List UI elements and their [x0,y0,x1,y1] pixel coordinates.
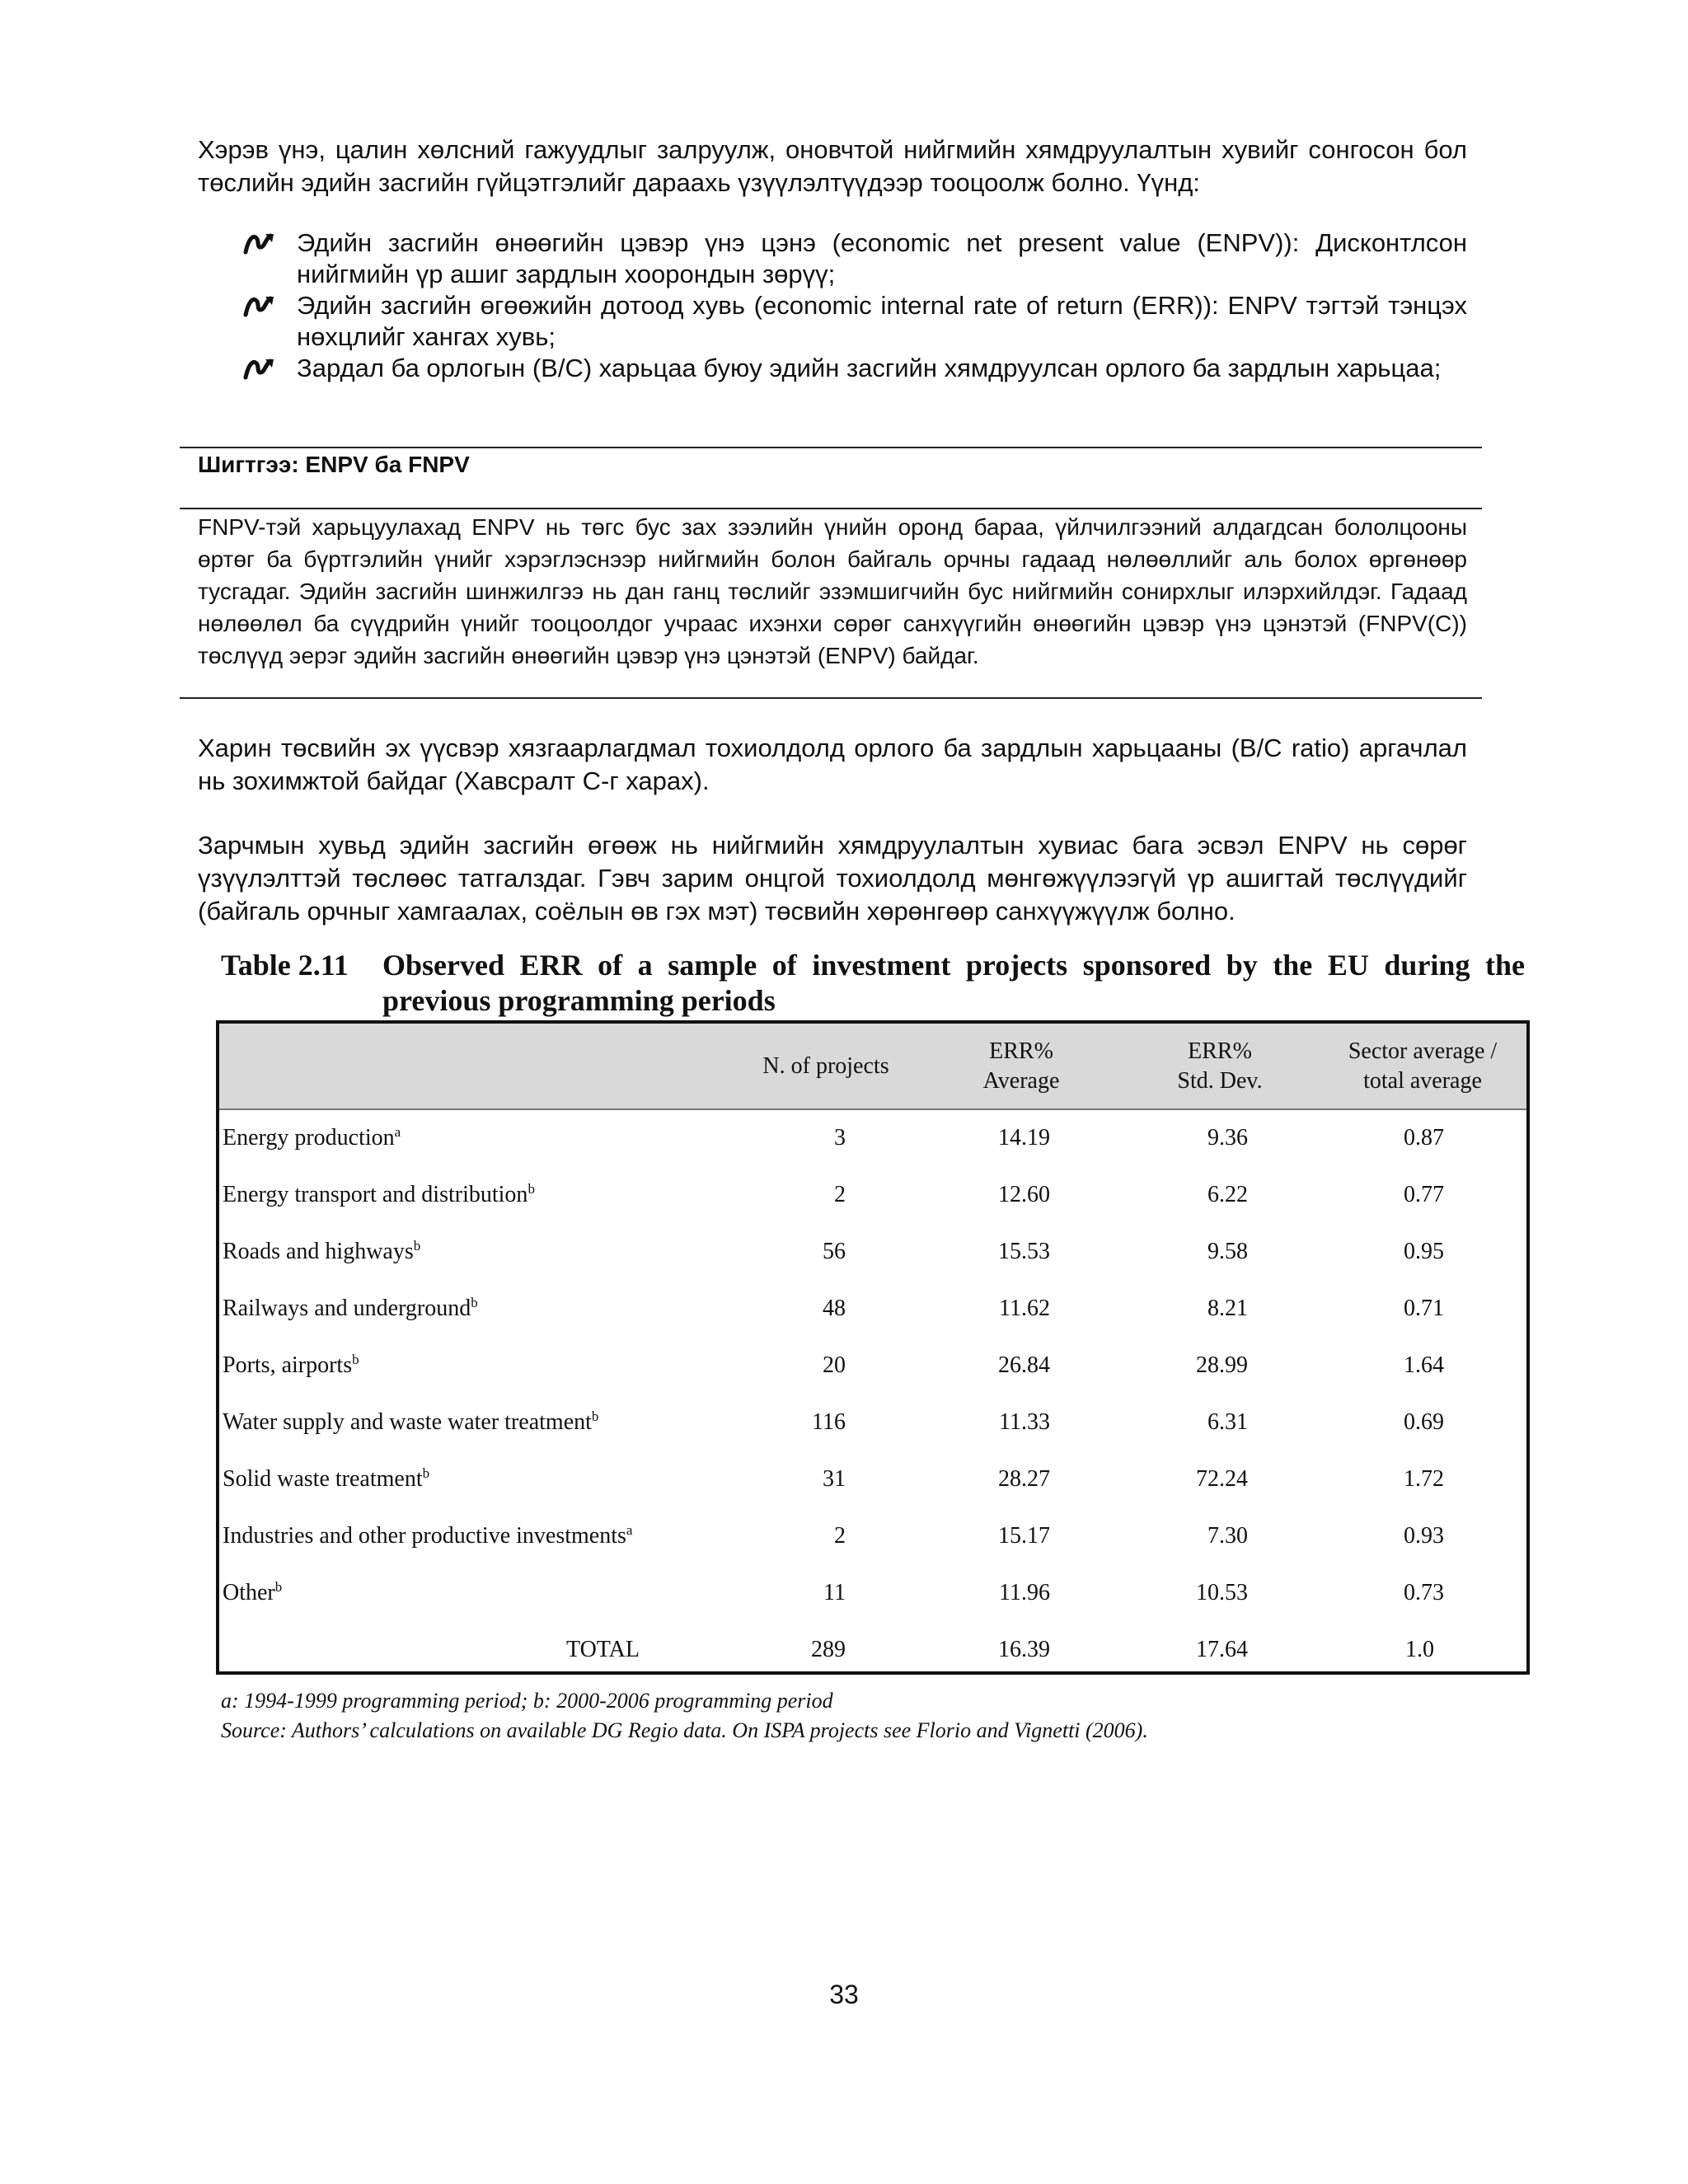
table-row [219,1507,1526,1564]
cell-avg: 26.84 [998,1352,1050,1378]
cell-n: 3 [834,1125,846,1151]
arrow-icon [242,231,279,255]
arrow-icon [242,293,279,318]
cell-sd: 72.24 [1196,1465,1248,1492]
cell-ratio: 0.93 [1404,1522,1444,1549]
cell-n: 2 [834,1522,846,1549]
bullet-text: Зардал ба орлогын (B/C) харьцаа буюу эдийн засгийн хямдруулсан орлого ба зардлын харьцаа; [297,354,1442,382]
cell-sd: 9.36 [1207,1125,1248,1151]
table-caption-text: Observed ERR of a sample of investment projects sponsored by the EU during the previous programming periods [382,949,1525,1017]
cell-n: 2 [834,1181,846,1207]
cell-ratio: 0.69 [1404,1408,1444,1435]
header-sector [219,1024,730,1109]
total-avg: 16.39 [998,1636,1050,1662]
cell-n: 31 [823,1465,846,1492]
cell-sd: 6.22 [1207,1181,1248,1207]
table-source: Source: Authors’ calculations on available DG Regio data. On ISPA projects see Florio and Vignetti (2006). [221,1718,1148,1742]
header-err-stddev: ERR% Std. Dev. [1177,1038,1263,1094]
cell-sd: 6.31 [1207,1408,1248,1435]
list-item [239,353,1467,384]
row-label: Railways and underground$^b$ [223,1294,478,1321]
row-label: Roads and highways$^b$ [223,1237,421,1264]
bullet-list [239,227,1467,384]
row-label: Energy transport and distribution$^b$ [223,1180,535,1207]
cell-n: 56 [823,1238,846,1264]
cell-n: 20 [823,1352,846,1378]
row-label: Energy production$^a$ [223,1124,401,1151]
cell-n: 116 [812,1408,846,1435]
bullet-text: Эдийн засгийн өнөөгийн цэвэр үнэ цэнэ (economic net present value (ENPV)): Дисконтлсон нийгмийн үр ашиг зардлын хоорондын зөрүү; [297,228,1467,288]
box-bottom-rule [180,697,1482,699]
list-item [239,227,1467,290]
cell-ratio: 0.71 [1404,1295,1444,1321]
cell-ratio: 1.64 [1404,1352,1444,1378]
row-label: Other$^b$ [223,1578,283,1605]
cell-sd: 10.53 [1196,1579,1248,1605]
err-table [216,1020,1530,1675]
total-n: 289 [811,1636,846,1662]
cell-sd: 8.21 [1207,1295,1248,1321]
cell-ratio: 0.95 [1404,1238,1444,1264]
cell-avg: 14.19 [998,1125,1050,1151]
cell-sd: 7.30 [1207,1522,1248,1549]
paragraph-err-principle: Зарчмын хувьд эдийн засгийн өгөөж нь нийгмийн хямдруулалтын хувиас бага эсвэл ENPV нь сөрөг үзүүлэлттэй төслөөс татгалздаг. Гэвч зарим онцгой тохиолдолд мөнгөжүүлээгүй үр ашигтай төслүүдийг (байгаль орчныг хамгаалах, соёлын өв гэх мэт) төсвийн хөрөнгөөр санхүүжүүлж болно. [198,831,1467,926]
total-label: TOTAL [565,1636,640,1662]
table-header-row [219,1024,1526,1109]
table-row [219,1451,1526,1507]
box-top-rule [180,447,1482,448]
box-title: Шигтгээ: ENPV ба FNPV [198,452,470,477]
table-footnote: a: 1994-1999 programming period; b: 2000-2006 programming period [221,1689,833,1713]
cell-avg: 11.96 [999,1579,1050,1605]
table-row [219,1337,1526,1394]
page-number: 33 [829,1980,859,2009]
cell-avg: 15.53 [998,1238,1050,1264]
bullet-text: Эдийн засгийн өгөөжийн дотоод хувь (economic internal rate of return (ERR)): ENPV тэгтэй тэнцэх нөхцлийг хангах хувь; [297,291,1467,351]
paragraph-bc-ratio: Харин төсвийн эх үүсвэр хязгаарлагдмал тохиолдолд орлого ба зардлын харьцааны (B/C ratio) аргачлал нь зохимжтой байдаг (Хавсралт С-г харах). [198,733,1467,795]
cell-avg: 15.17 [998,1522,1050,1549]
row-label: Industries and other productive investments$^a$ [223,1521,633,1549]
cell-avg: 11.62 [999,1295,1050,1321]
row-label: Water supply and waste water treatment$^b$ [223,1408,599,1435]
cell-avg: 28.27 [998,1465,1050,1492]
cell-sd: 9.58 [1207,1238,1248,1264]
cell-ratio: 1.72 [1404,1465,1444,1492]
total-ratio: 1.0 [1405,1636,1434,1662]
row-label: Ports, airports$^b$ [223,1351,359,1378]
cell-ratio: 0.77 [1404,1181,1444,1207]
table-notes [221,1686,1148,1746]
table-total-row [219,1621,1526,1678]
total-sd: 17.64 [1196,1636,1248,1662]
header-sector-ratio: Sector average / total average [1348,1038,1498,1094]
table-row [219,1223,1526,1280]
table-row [219,1166,1526,1223]
list-item [239,290,1467,353]
table-row [219,1394,1526,1451]
cell-ratio: 0.87 [1404,1125,1444,1151]
cell-ratio: 0.73 [1404,1579,1444,1605]
table-row [219,1109,1526,1166]
row-label: Solid waste treatment$^b$ [223,1465,430,1492]
header-err-average: ERR% Average [982,1038,1060,1094]
table-row [219,1280,1526,1337]
cell-avg: 12.60 [998,1181,1050,1207]
table-row [219,1564,1526,1621]
cell-n: 11 [823,1579,846,1605]
cell-n: 48 [823,1295,846,1321]
box-title-rule [180,508,1482,509]
table-caption-number: Table 2.11 [221,949,349,982]
cell-avg: 11.33 [999,1408,1050,1435]
intro-paragraph: Хэрэв үнэ, цалин хөлсний гажуудлыг залруулж, оновчтой нийгмийн хямдруулалтын хувийг сонгосон бол төслийн эдийн засгийн гүйцэтгэлийг дараахь үзүүлэлтүүдээр тооцоолж болно. Үүнд: [198,135,1467,197]
arrow-icon [242,356,279,381]
table-caption [221,948,1525,1019]
cell-sd: 28.99 [1196,1352,1248,1378]
header-n-projects: N. of projects [762,1052,889,1079]
box-text: FNPV-тэй харьцуулахад ENPV нь төгс бус зах зээлийн үнийн оронд бараа, үйлчилгээний алдагдсан бололцооны өртөг ба бүртгэлийн үнийг хэрэглэснээр нийгмийн болон байгаль орчны гадаад нөлөөллийг аль болох өргөнөөр тусгадаг. Эдийн засгийн шинжилгээ нь дан ганц төслийг эзэмшигчийн бус нийгмийн сонирхлыг илэрхийлдэг. Гадаад нөлөөлөл ба сүүдрийн үнийг тооцоолдог учраас ихэнхи сөрөг санхүүгийн өнөөгийн цэвэр үнэ цэнэтэй (FNPV(C)) төслүүд эерэг эдийн засгийн өнөөгийн цэвэр үнэ цэнэтэй (ENPV) байдаг. [198,514,1467,668]
